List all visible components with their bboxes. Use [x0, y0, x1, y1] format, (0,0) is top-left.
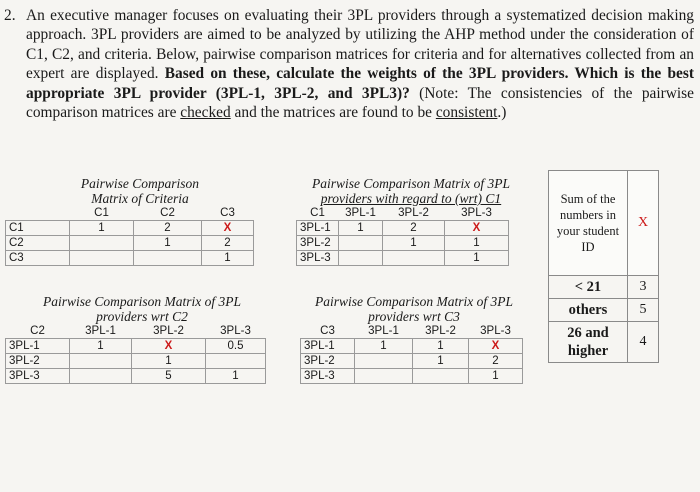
c3-col-header: 3PL-2	[413, 324, 469, 339]
matrix-cell	[70, 251, 134, 266]
criteria-matrix-title	[60, 176, 220, 206]
matrix-cell: 1	[70, 221, 134, 236]
c2-col-header: 3PL-2	[132, 324, 206, 339]
c3-col-header: 3PL-3	[469, 324, 523, 339]
matrix-cell: 1	[70, 339, 132, 354]
c1-col-header: 3PL-1	[339, 206, 383, 221]
side-header-row	[549, 171, 659, 276]
side-row-value: 5	[628, 299, 659, 322]
matrix-cell	[134, 251, 202, 266]
matrix-cell: 1	[134, 236, 202, 251]
matrix-cell	[70, 236, 134, 251]
c2-matrix-title	[26, 294, 258, 324]
c2-title-line2: providers wrt C2	[96, 309, 188, 324]
table-row	[6, 251, 254, 266]
table-row	[6, 369, 266, 384]
matrix-cell: 1	[206, 369, 266, 384]
table-row	[6, 236, 254, 251]
unknown-x-cell: X	[445, 221, 509, 236]
unknown-x-cell: X	[469, 339, 523, 354]
c2-header-row	[6, 324, 266, 339]
matrix-cell: 1	[383, 236, 445, 251]
matrix-cell	[206, 354, 266, 369]
matrix-cell	[355, 369, 413, 384]
matrix-cell	[70, 369, 132, 384]
matrix-cell	[383, 251, 445, 266]
criteria-col-header: C3	[202, 206, 254, 221]
c1-header-row	[297, 206, 509, 221]
c2-title-line1: Pairwise Comparison Matrix of 3PL	[42, 294, 241, 309]
row-label: 3PL-3	[297, 251, 339, 266]
matrix-cell: 1	[413, 339, 469, 354]
c2-corner: C2	[6, 324, 70, 339]
criteria-col-header: C1	[70, 206, 134, 221]
c3-corner: C3	[301, 324, 355, 339]
criteria-title-line1: Pairwise Comparison	[80, 176, 200, 191]
row-label: 3PL-2	[297, 236, 339, 251]
criteria-header-row	[6, 206, 254, 221]
matrix-cell: 1	[469, 369, 523, 384]
matrix-cell: 1	[339, 221, 383, 236]
table-row	[6, 221, 254, 236]
table-row	[301, 354, 523, 369]
matrix-cell: 2	[469, 354, 523, 369]
c1-title-line1: Pairwise Comparison Matrix of 3PL	[311, 176, 510, 191]
question-note-part2: and the matrices are found to be	[230, 104, 436, 122]
table-row	[6, 339, 266, 354]
question-block	[4, 6, 694, 122]
row-label: 3PL-3	[6, 369, 70, 384]
c3-matrix	[300, 324, 523, 384]
question-note-end: .)	[497, 104, 507, 122]
table-row	[6, 354, 266, 369]
criteria-col-header: C2	[134, 206, 202, 221]
row-label: 3PL-1	[301, 339, 355, 354]
question-text	[26, 6, 694, 122]
matrix-cell	[413, 369, 469, 384]
row-label: 3PL-2	[301, 354, 355, 369]
table-row	[297, 236, 509, 251]
question-task: Based on these, calculate the weights of the 3PL providers. Which is the best appropriate 3PL provider (3PL-1, 3PL-2, and 3PL3)?	[26, 65, 694, 102]
c2-col-header: 3PL-1	[70, 324, 132, 339]
table-row	[297, 251, 509, 266]
c1-corner: C1	[297, 206, 339, 221]
criteria-title-line2: Matrix of Criteria	[91, 191, 189, 206]
c1-matrix-title	[296, 176, 526, 206]
c3-matrix-title	[296, 294, 532, 324]
matrix-cell	[339, 251, 383, 266]
unknown-x-cell: X	[132, 339, 206, 354]
row-label: C1	[6, 221, 70, 236]
side-row-value: 3	[628, 276, 659, 299]
row-label: C3	[6, 251, 70, 266]
row-label: 3PL-2	[6, 354, 70, 369]
question-number: 2.	[4, 7, 16, 24]
matrix-cell: 5	[132, 369, 206, 384]
matrix-cell: 1	[355, 339, 413, 354]
side-row-value: 4	[628, 322, 659, 363]
criteria-matrix	[5, 206, 254, 266]
c2-col-header: 3PL-3	[206, 324, 266, 339]
c1-col-header: 3PL-3	[445, 206, 509, 221]
unknown-x-cell: X	[202, 221, 254, 236]
c3-title-line2: providers wrt C3	[368, 309, 460, 324]
matrix-cell: 2	[383, 221, 445, 236]
side-row-label: 26 and higher	[549, 322, 628, 363]
side-row	[549, 276, 659, 299]
side-row	[549, 322, 659, 363]
matrix-cell: 1	[413, 354, 469, 369]
table-row	[301, 339, 523, 354]
c3-title-line1: Pairwise Comparison Matrix of 3PL	[314, 294, 513, 309]
matrix-cell: 1	[202, 251, 254, 266]
matrix-cell: 2	[134, 221, 202, 236]
side-row-label: < 21	[549, 276, 628, 299]
table-row	[297, 221, 509, 236]
matrix-cell: 2	[202, 236, 254, 251]
question-text-part1: An executive manager focuses on evaluating their 3PL providers through a systematized decision making approach. 3PL providers are aimed to be analyzed by utilizing the AHP method under the consideration of C1, C2, and criteria. Below, pairwise comparison matrices for criteria and for alternatives collected from an expert are displayed.	[26, 7, 694, 83]
matrix-cell	[70, 354, 132, 369]
side-header-label: Sum of the numbers in your student ID	[549, 171, 628, 276]
c3-header-row	[301, 324, 523, 339]
row-label: 3PL-1	[6, 339, 70, 354]
matrix-cell: 1	[132, 354, 206, 369]
c2-matrix	[5, 324, 266, 384]
student-id-table	[548, 170, 659, 363]
table-row	[301, 369, 523, 384]
matrix-cell: 1	[445, 251, 509, 266]
c1-col-header: 3PL-2	[383, 206, 445, 221]
c3-col-header: 3PL-1	[355, 324, 413, 339]
row-label: 3PL-1	[297, 221, 339, 236]
side-header-x: X	[628, 171, 659, 276]
row-label: C2	[6, 236, 70, 251]
side-row-label: others	[549, 299, 628, 322]
matrix-cell	[339, 236, 383, 251]
c1-matrix	[296, 206, 509, 266]
matrix-cell: 0.5	[206, 339, 266, 354]
criteria-corner	[6, 206, 70, 221]
matrix-cell: 1	[445, 236, 509, 251]
row-label: 3PL-3	[301, 369, 355, 384]
side-row	[549, 299, 659, 322]
note-consistent: consistent	[435, 104, 498, 122]
c1-title-line2: providers with regard to (wrt) C1	[320, 191, 502, 206]
question-note-part1: (Note: The consistencies of the pairwise comparison matrices are	[26, 84, 694, 122]
note-checked: checked	[180, 104, 231, 122]
matrix-cell	[355, 354, 413, 369]
